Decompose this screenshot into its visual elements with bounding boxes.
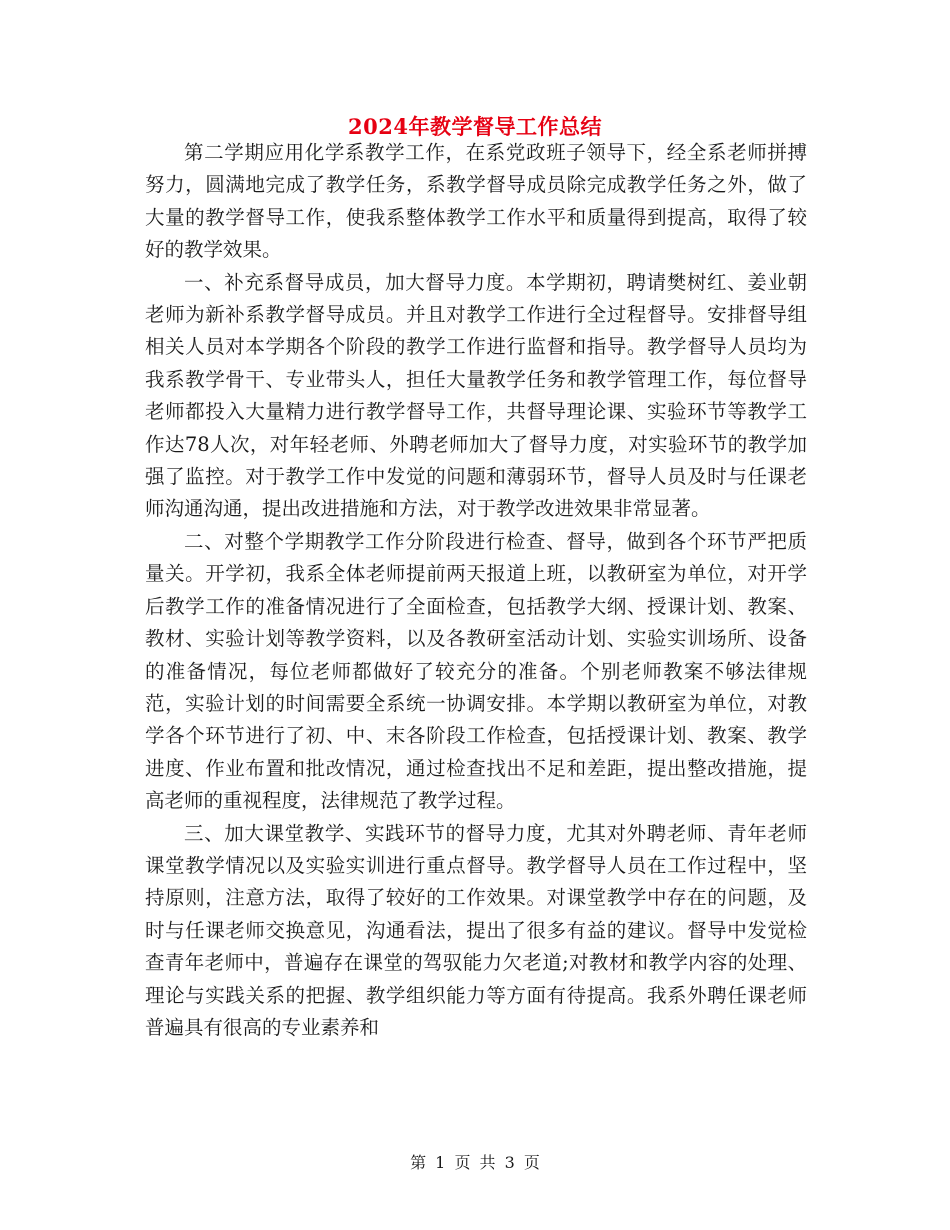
page-number-footer: 第 1 页 共 3 页 [410,1153,540,1172]
paragraph-section-1: 一、补充系督导成员，加大督导力度。本学期初，聘请樊树红、姜业朝老师为新补系教学督导成员。并且对教学工作进行全过程督导。安排督导组相关人员对本学期各个阶段的教学工作进行监督和指导。教学督导人员均为我系教学骨干、专业带头人，担任大量教学任务和教学管理工作，每位督导老师都投入大量精力进行教学督导工作，共督导理论课、实验环节等教学工作达78人次，对年轻老师、外聘老师加大了督导力度，对实验环节的教学加强了监控。对于教学工作中发觉的问题和薄弱环节，督导人员及时与任课老师沟通沟通，提出改进措施和方法，对于教学改进效果非常显著。 [145,270,807,521]
paragraph-section-3: 三、加大课堂教学、实践环节的督导力度，尤其对外聘老师、青年老师课堂教学情况以及实验实训进行重点督导。教学督导人员在工作过程中，坚持原则，注意方法，取得了较好的工作效果。对课堂教学中存在的问题，及时与任课老师交换意见，沟通看法，提出了很多有益的建议。督导中发觉检查青年老师中，普遍存在课堂的驾驭能力欠老道;对教材和教学内容的处理、理论与实践关系的把握、教学组织能力等方面有待提高。我系外聘任课老师普遍具有很高的专业素养和 [145,821,807,1039]
document-title: 2024年教学督导工作总结 [348,114,602,139]
paragraph-intro: 第二学期应用化学系教学工作，在系党政班子领导下，经全系老师拼搏努力，圆满地完成了教学任务，系教学督导成员除完成教学任务之外，做了大量的教学督导工作，使我系整体教学工作水平和质量得到提高，取得了较好的教学效果。 [145,141,807,262]
paragraph-section-2: 二、对整个学期教学工作分阶段进行检查、督导，做到各个环节严把质量关。开学初，我系全体老师提前两天报道上班，以教研室为单位，对开学后教学工作的准备情况进行了全面检查，包括教学大纲、授课计划、教案、教材、实验计划等教学资料，以及各教研室活动计划、实验实训场所、设备的准备情况，每位老师都做好了较充分的准备。个别老师教案不够法律规范，实验计划的时间需要全系统一协调安排。本学期以教研室为单位，对教学各个环节进行了初、中、末各阶段工作检查，包括授课计划、教案、教学进度、作业布置和批改情况，通过检查找出不足和差距，提出整改措施，提高老师的重视程度，法律规范了教学过程。 [145,529,807,813]
document-body [145,137,807,1044]
